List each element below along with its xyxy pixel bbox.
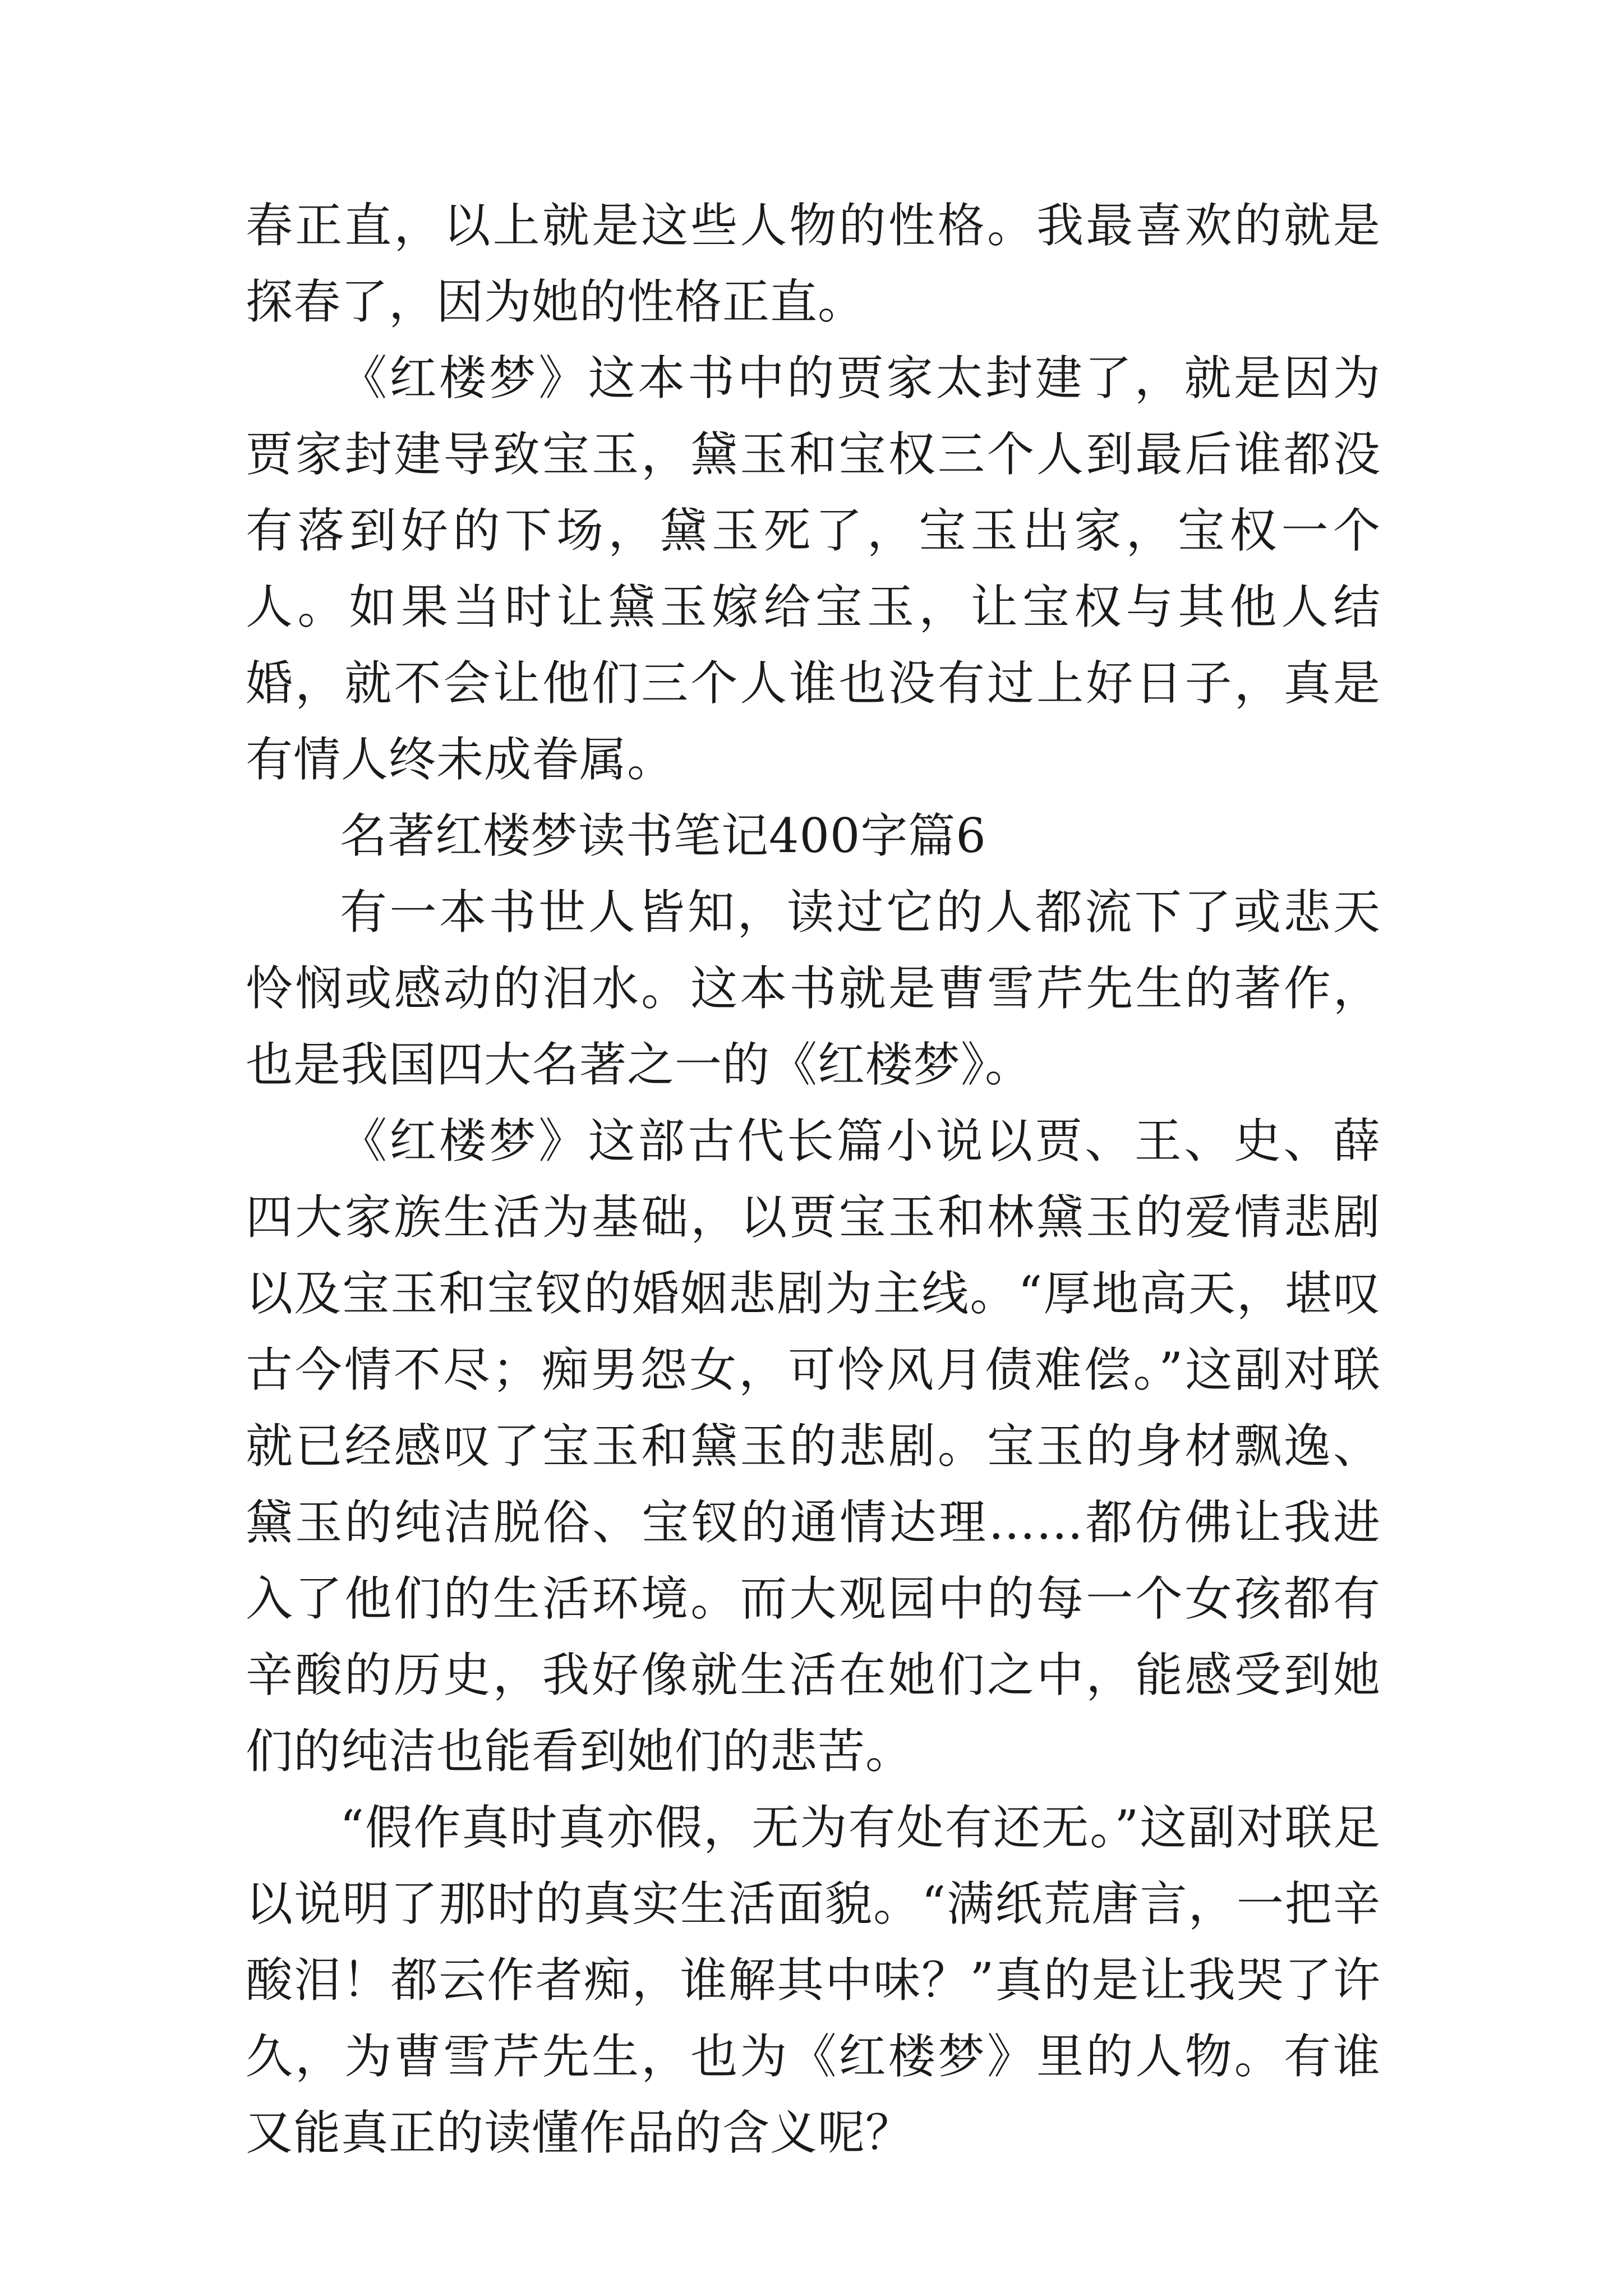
document-body [246, 187, 1381, 2171]
paragraph: 有一本书世人皆知，读过它的人都流下了或悲天怜悯或感动的泪水。这本书就是曹雪芹先生的著作，也是我国四大名著之一的《红楼梦》。 [246, 885, 1381, 1092]
section-heading: 名著红楼梦读书笔记400字篇6 [340, 808, 986, 863]
paragraph: “假作真时真亦假，无为有处有还无。”这副对联足以说明了那时的真实生活面貌。“满纸荒唐言，一把辛酸泪！都云作者痴，谁解其中味？”真的是让我哭了许久，为曹雪芹先生，也为《红楼梦》里的人物。有谁又能真正的读懂作品的含义呢？ [246, 1800, 1381, 2160]
paragraph-continuation: 春正直，以上就是这些人物的性格。我最喜欢的就是探春了，因为她的性格正直。 [246, 198, 1381, 329]
paragraph: 《红楼梦》这本书中的贾家太封建了，就是因为贾家封建导致宝玉，黛玉和宝权三个人到最后谁都没有落到好的下场，黛玉死了，宝玉出家，宝权一个人。如果当时让黛玉嫁给宝玉，让宝权与其他人结婚，就不会让他们三个人谁也没有过上好日子，真是有情人终未成眷属。 [246, 351, 1381, 787]
paragraph: 《红楼梦》这部古代长篇小说以贾、王、史、薛四大家族生活为基础，以贾宝玉和林黛玉的爱情悲剧以及宝玉和宝钗的婚姻悲剧为主线。“厚地高天，堪叹古今情不尽；痴男怨女，可怜风月债难偿。”这副对联就已经感叹了宝玉和黛玉的悲剧。宝玉的身材飘逸、黛玉的纯洁脱俗、宝钗的通情达理……都仿佛让我进入了他们的生活环境。而大观园中的每一个女孩都有辛酸的历史，我好像就生活在她们之中，能感受到她们的纯洁也能看到她们的悲苦。 [246, 1114, 1381, 1779]
